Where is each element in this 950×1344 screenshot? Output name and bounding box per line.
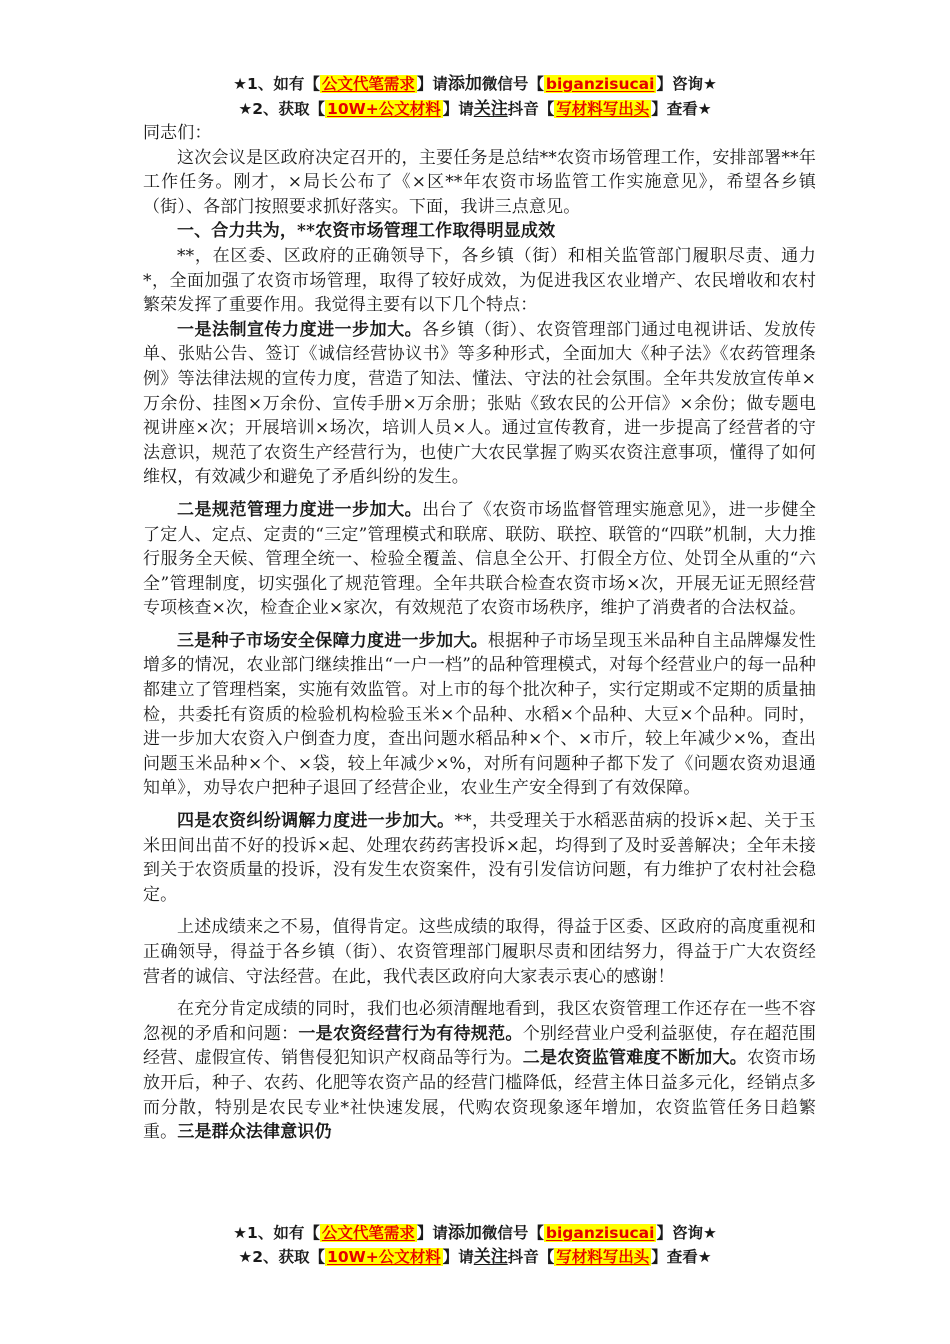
star-icon: ★: [238, 100, 253, 118]
banner-text: 抖音【: [507, 100, 555, 118]
paragraph-overview: **，在区委、区政府的正确领导下，各乡镇（街）和相关监管部门履职尽责、通力*，全面加强了农资市场管理，取得了较好成效，为促进我区农业增产、农民增收和农村繁荣发挥了重要作用。我觉得主要有以下几个特点：: [143, 245, 816, 316]
star-icon: ★: [238, 1248, 253, 1266]
banner-emphasis: 关注: [473, 99, 508, 119]
promo-banner-top-line2: [140, 97, 810, 121]
banner-text: 微信号【: [481, 75, 544, 93]
point-lead: 二是规范管理力度进一步加大。: [177, 499, 423, 520]
banner-text: 微信号【: [481, 1224, 544, 1242]
section-heading-1: 一、合力共为，**农资市场管理工作取得明显成效: [177, 221, 556, 242]
highlight-wechat-id[interactable]: biganzisucai: [545, 75, 655, 93]
banner-text: 】咨询★: [656, 1224, 717, 1242]
paragraph-problems: [143, 997, 816, 1145]
problem-text: 农资市场放开后，种子、农药、化肥等农资产品的经营门槛降低，经营主体日益多元化，经销点多而分散，特别是农民专业*社快速发展，代购农资现象逐年增加，农资监管任务日趋繁重。: [143, 1048, 816, 1143]
point-text: 各乡镇（街）、农资管理部门通过电视讲话、发放传单、张贴公告、签订《诚信经营协议书》等多种形式，全面加大《种子法》《农药管理条例》等法律法规的宣传力度，营造了知法、懂法、守法的社会氛围。全年共发放宣传单×万余份、挂图×万余份、宣传手册×万余册；张贴《致农民的公开信》×余份；做专题电视讲座×次；开展培训×场次，培训人员×人。通过宣传教育，进一步提高了经营者的守法意识，规范了农资生产经营行为，也使广大农民掌握了购买农资注意事项，懂得了如何维权，有效减少和避免了矛盾纠纷的发生。: [143, 319, 816, 488]
banner-text: 1、如有【: [247, 75, 320, 93]
banner-emphasis: 关注: [473, 1247, 508, 1267]
document-body: [143, 121, 816, 1145]
paragraph-intro: 这次会议是区政府决定召开的，主要任务是总结**农资市场管理工作，安排部署**年工作任务。刚才，×局长公布了《×区**年农资市场监管工作实施意见》，希望各乡镇（街）、各部门按照要求抓好落实。下面，我讲三点意见。: [143, 147, 816, 217]
banner-text: 】请: [442, 100, 474, 118]
highlight-materials[interactable]: 10W+公文材料: [327, 100, 441, 118]
problem-lead-1: 一是农资经营行为有待规范。: [298, 1023, 523, 1044]
problem-lead-3: 三是群众法律意识仍: [177, 1122, 332, 1143]
point-text: 出台了《农资市场监督管理实施意见》，进一步健全了定人、定点、定责的“三定”管理模式和联席、联防、联控、联管的“四联”机制，大力推行服务全天候、管理全统一、检验全覆盖、信息全公开、打假全方位、处罚全从重的“六全”管理制度，切实强化了规范管理。全年共联合检查农资市场×次，开展无证无照经营专项核查×次，检查企业×家次，有效规范了农资市场秩序，维护了消费者的合法权益。: [143, 499, 816, 619]
point-text: **，共受理关于水稻恶苗病的投诉×起、关于玉米田间出苗不好的投诉×起、处理农药药害投诉×起，均得到了及时妥善解决；全年未接到关于农资质量的投诉，没有发生农资案件，没有引发信访问题，有力维护了农村社会稳定。: [143, 811, 816, 905]
problem-lead-2: 二是农资监管难度不断加大。: [522, 1048, 748, 1069]
star-icon: ★: [233, 1224, 248, 1242]
paragraph-point-2: [143, 498, 816, 621]
paragraph-point-4: [143, 809, 816, 907]
banner-text: 1、如有【: [247, 1224, 320, 1242]
highlight-ghostwriting[interactable]: 公文代笔需求: [321, 1224, 415, 1242]
banner-text: 2、获取【: [252, 1248, 326, 1266]
point-lead: 一是法制宣传力度进一步加大。: [177, 319, 423, 340]
highlight-douyin[interactable]: 写材料写出头: [556, 1248, 650, 1266]
highlight-materials[interactable]: 10W+公文材料: [327, 1248, 441, 1266]
banner-text: 】请: [416, 75, 448, 93]
promo-banner-bottom-line2: [140, 1245, 810, 1269]
banner-text: 2、获取【: [252, 100, 326, 118]
paragraph-point-1: [143, 318, 816, 490]
banner-text: 】查看★: [651, 1248, 712, 1266]
star-icon: ★: [233, 75, 248, 93]
point-lead: 四是农资纠纷调解力度进一步加大。: [177, 811, 455, 832]
problem-text: 个别经营业户受利益驱使，存在超范围经营、虚假宣传、销售侵犯知识产权商品等行为。: [143, 1023, 816, 1069]
highlight-douyin[interactable]: 写材料写出头: [556, 100, 650, 118]
banner-text: 】查看★: [651, 100, 712, 118]
promo-banner-top-line1: [140, 72, 810, 96]
banner-emphasis: 添加: [447, 74, 482, 94]
highlight-wechat-id[interactable]: biganzisucai: [545, 1224, 655, 1242]
point-text: 根据种子市场呈现玉米品种自主品牌爆发性增多的情况，农业部门继续推出“一户一档”的品种管理模式，对每个经营业户的每一品种都建立了管理档案，实施有效监管。对上市的每个批次种子，实行定期或不定期的质量抽检，共委托有资质的检验机构检验玉米×个品种、水稻×个品种、大豆×个品种。同时，进一步加大农资入户倒查力度，查出问题水稻品种×个、×市斤，较上年减少×%，查出问题玉米品种×个、×袋，较上年减少×%，对所有问题种子都下发了《问题农资劝退通知单》，劝导农户把种子退回了经营企业，农业生产安全得到了有效保障。: [143, 630, 816, 799]
banner-emphasis: 添加: [447, 1223, 482, 1243]
paragraph-thanks: 上述成绩来之不易，值得肯定。这些成绩的取得，得益于区委、区政府的高度重视和正确领导，得益于各乡镇（街）、农资管理部门履职尽责和团结努力，得益于广大农资经营者的诚信、守法经营。在此，我代表区政府向大家表示衷心的感谢！: [143, 917, 816, 987]
banner-text: 】咨询★: [656, 75, 717, 93]
salutation: 同志们：: [143, 123, 212, 143]
banner-text: 】请: [416, 1224, 448, 1242]
paragraph-point-3: [143, 629, 816, 801]
promo-banner-bottom-line1: [140, 1221, 810, 1245]
banner-text: 抖音【: [507, 1248, 555, 1266]
banner-text: 】请: [442, 1248, 474, 1266]
problem-text: 在充分肯定成绩的同时，我们也必须清醒地看到，我区农资管理工作还存在一些不容忽视的矛盾和问题：: [143, 999, 816, 1044]
highlight-ghostwriting[interactable]: 公文代笔需求: [321, 75, 415, 93]
point-lead: 三是种子市场安全保障力度进一步加大。: [177, 630, 488, 651]
